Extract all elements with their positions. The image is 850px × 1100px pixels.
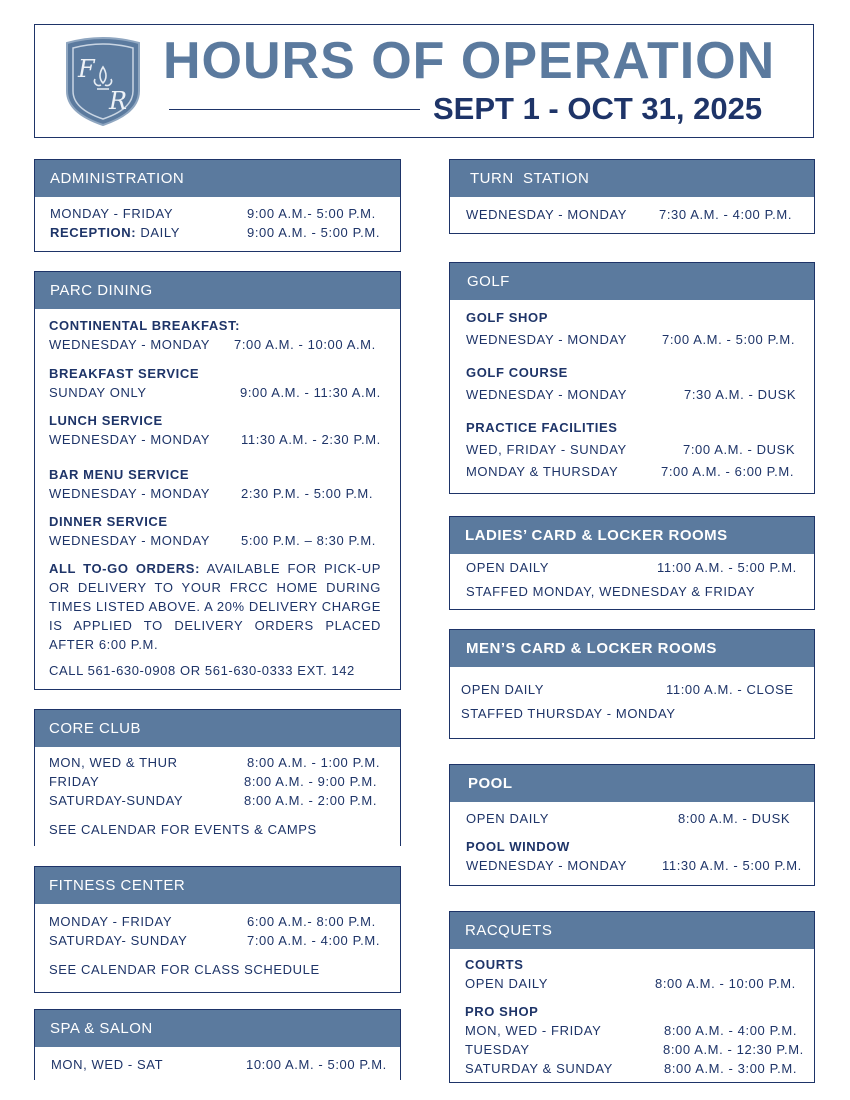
schedule-hours: 8:00 A.M. - 1:00 P.M. xyxy=(247,755,381,770)
schedule-days: MONDAY - FRIDAY xyxy=(50,206,174,221)
section-title: ADMINISTRATION xyxy=(50,170,185,187)
section-title: PARC DINING xyxy=(50,282,153,299)
staffed-note: STAFFED MONDAY, WEDNESDAY & FRIDAY xyxy=(466,584,756,599)
section-header xyxy=(35,710,400,747)
contact-phone: CALL 561-630-0908 OR 561-630-0333 EXT. 142 xyxy=(49,663,355,678)
schedule-hours: 7:30 A.M. - DUSK xyxy=(684,387,797,402)
service-name: LUNCH SERVICE xyxy=(49,413,163,428)
mens-locker-rooms-section xyxy=(449,629,815,739)
schedule-days: SATURDAY-SUNDAY xyxy=(49,793,184,808)
to-go-text: AVAILABLE FOR PICK-UP OR DELIVERY TO YOUR FRCC HOME DURING TIMES LISTED ABOVE. A 20% DELIVERY CHARGE IS APPLIED TO DELIVERY ORDERS PLACED AFTER 6:00 P.M. xyxy=(49,561,381,652)
turn-station-section xyxy=(449,159,815,234)
section-header xyxy=(450,517,814,554)
section-header xyxy=(35,1010,400,1047)
schedule-hours: 7:00 A.M. - 6:00 P.M. xyxy=(661,464,795,479)
schedule-hours: 8:00 A.M. - DUSK xyxy=(678,811,791,826)
schedule-days: WED, FRIDAY - SUNDAY xyxy=(466,442,627,457)
reception-row xyxy=(50,225,180,240)
schedule-days: MON, WED & THUR xyxy=(49,755,178,770)
schedule-hours: 8:00 A.M. - 12:30 P.M. xyxy=(663,1042,804,1057)
schedule-hours: 10:00 A.M. - 5:00 P.M. xyxy=(246,1057,387,1072)
section-header xyxy=(450,160,814,197)
page-title: HOURS OF OPERATION xyxy=(163,32,776,90)
schedule-hours: 7:00 A.M. - 5:00 P.M. xyxy=(662,332,796,347)
to-go-orders-note xyxy=(49,559,381,654)
schedule-hours: 7:00 A.M. - DUSK xyxy=(683,442,796,457)
schedule-days: OPEN DAILY xyxy=(466,811,550,826)
facility-name: COURTS xyxy=(465,957,524,972)
title-rule-divider xyxy=(169,109,420,110)
schedule-hours: 8:00 A.M. - 10:00 P.M. xyxy=(655,976,796,991)
schedule-hours: 11:30 A.M. - 2:30 P.M. xyxy=(241,432,381,447)
header-banner xyxy=(34,24,814,138)
service-name: BAR MENU SERVICE xyxy=(49,467,190,482)
section-title: RACQUETS xyxy=(465,922,553,939)
facility-name: GOLF COURSE xyxy=(466,365,568,380)
schedule-days: SUNDAY ONLY xyxy=(49,385,147,400)
service-name: BREAKFAST SERVICE xyxy=(49,366,200,381)
schedule-days: WEDNESDAY - MONDAY xyxy=(466,332,628,347)
schedule-days: WEDNESDAY - MONDAY xyxy=(49,533,211,548)
schedule-hours: 8:00 A.M. - 4:00 P.M. xyxy=(664,1023,798,1038)
facility-name: PRACTICE FACILITIES xyxy=(466,420,618,435)
section-header xyxy=(450,630,814,667)
schedule-days: SATURDAY- SUNDAY xyxy=(49,933,188,948)
calendar-note: SEE CALENDAR FOR CLASS SCHEDULE xyxy=(49,962,320,977)
schedule-days: OPEN DAILY xyxy=(465,976,549,991)
schedule-days: TUESDAY xyxy=(465,1042,530,1057)
section-header xyxy=(35,867,400,904)
facility-name: PRO SHOP xyxy=(465,1004,539,1019)
staffed-note: STAFFED THURSDAY - MONDAY xyxy=(461,706,676,721)
section-title: GOLF xyxy=(467,273,510,290)
section-header xyxy=(35,272,400,309)
schedule-hours: 5:00 P.M. – 8:30 P.M. xyxy=(241,533,376,548)
pool-section xyxy=(449,764,815,886)
schedule-days: WEDNESDAY - MONDAY xyxy=(466,387,628,402)
section-header xyxy=(35,160,400,197)
schedule-days: OPEN DAILY xyxy=(461,682,545,697)
section-title: MEN’S CARD & LOCKER ROOMS xyxy=(466,640,717,657)
schedule-days: MON, WED - FRIDAY xyxy=(465,1023,602,1038)
ladies-locker-rooms-section xyxy=(449,516,815,610)
schedule-days: WEDNESDAY - MONDAY xyxy=(466,207,628,222)
schedule-hours: 11:00 A.M. - 5:00 P.M. xyxy=(657,560,797,575)
schedule-days: OPEN DAILY xyxy=(466,560,550,575)
section-title: POOL xyxy=(468,775,513,792)
date-range: SEPT 1 - OCT 31, 2025 xyxy=(433,91,763,126)
service-name: DINNER SERVICE xyxy=(49,514,168,529)
schedule-days: WEDNESDAY - MONDAY xyxy=(49,486,211,501)
spa-salon-section xyxy=(34,1009,401,1080)
schedule-days: WEDNESDAY - MONDAY xyxy=(49,432,211,447)
parc-dining-section xyxy=(34,271,401,690)
schedule-days: MONDAY - FRIDAY xyxy=(49,914,173,929)
fitness-center-section xyxy=(34,866,401,993)
schedule-hours: 8:00 A.M. - 9:00 P.M. xyxy=(244,774,378,789)
section-title: LADIES’ CARD & LOCKER ROOMS xyxy=(465,527,728,544)
schedule-days: FRIDAY xyxy=(49,774,100,789)
section-header xyxy=(450,263,814,300)
schedule-hours: 8:00 A.M. - 2:00 P.M. xyxy=(244,793,378,808)
schedule-hours: 7:00 A.M. - 10:00 A.M. xyxy=(234,337,376,352)
section-header xyxy=(450,912,814,949)
schedule-hours: 9:00 A.M. - 5:00 P.M. xyxy=(247,225,381,240)
administration-section xyxy=(34,159,401,252)
section-title: CORE CLUB xyxy=(49,720,142,737)
service-name: CONTINENTAL BREAKFAST: xyxy=(49,318,241,333)
crest-letter-f: F xyxy=(78,55,95,83)
schedule-hours: 2:30 P.M. - 5:00 P.M. xyxy=(241,486,374,501)
schedule-hours: 7:30 A.M. - 4:00 P.M. xyxy=(659,207,793,222)
core-club-section xyxy=(34,709,401,846)
racquets-section xyxy=(449,911,815,1083)
schedule-days: WEDNESDAY - MONDAY xyxy=(466,858,628,873)
section-title: TURN STATION xyxy=(470,170,590,187)
schedule-hours: 9:00 A.M. - 11:30 A.M. xyxy=(240,385,381,400)
schedule-hours: 11:30 A.M. - 5:00 P.M. xyxy=(662,858,802,873)
schedule-days: MONDAY & THURSDAY xyxy=(466,464,619,479)
reception-label: RECEPTION: xyxy=(50,225,137,240)
schedule-days: MON, WED - SAT xyxy=(51,1057,164,1072)
to-go-label: ALL TO-GO ORDERS: xyxy=(49,561,200,576)
section-header xyxy=(450,765,814,802)
schedule-hours: 8:00 A.M. - 3:00 P.M. xyxy=(664,1061,798,1076)
schedule-days: DAILY xyxy=(140,225,180,240)
crest-letter-r: R xyxy=(109,87,128,115)
club-crest-logo xyxy=(63,37,143,127)
facility-name: POOL WINDOW xyxy=(466,839,570,854)
schedule-hours: 6:00 A.M.- 8:00 P.M. xyxy=(247,914,376,929)
schedule-hours: 9:00 A.M.- 5:00 P.M. xyxy=(247,206,376,221)
schedule-hours: 11:00 A.M. - CLOSE xyxy=(666,682,794,697)
section-title: FITNESS CENTER xyxy=(49,877,186,894)
calendar-note: SEE CALENDAR FOR EVENTS & CAMPS xyxy=(49,822,317,837)
section-title: SPA & SALON xyxy=(50,1020,153,1037)
golf-section xyxy=(449,262,815,494)
schedule-days: SATURDAY & SUNDAY xyxy=(465,1061,613,1076)
schedule-days: WEDNESDAY - MONDAY xyxy=(49,337,211,352)
facility-name: GOLF SHOP xyxy=(466,310,548,325)
schedule-hours: 7:00 A.M. - 4:00 P.M. xyxy=(247,933,381,948)
